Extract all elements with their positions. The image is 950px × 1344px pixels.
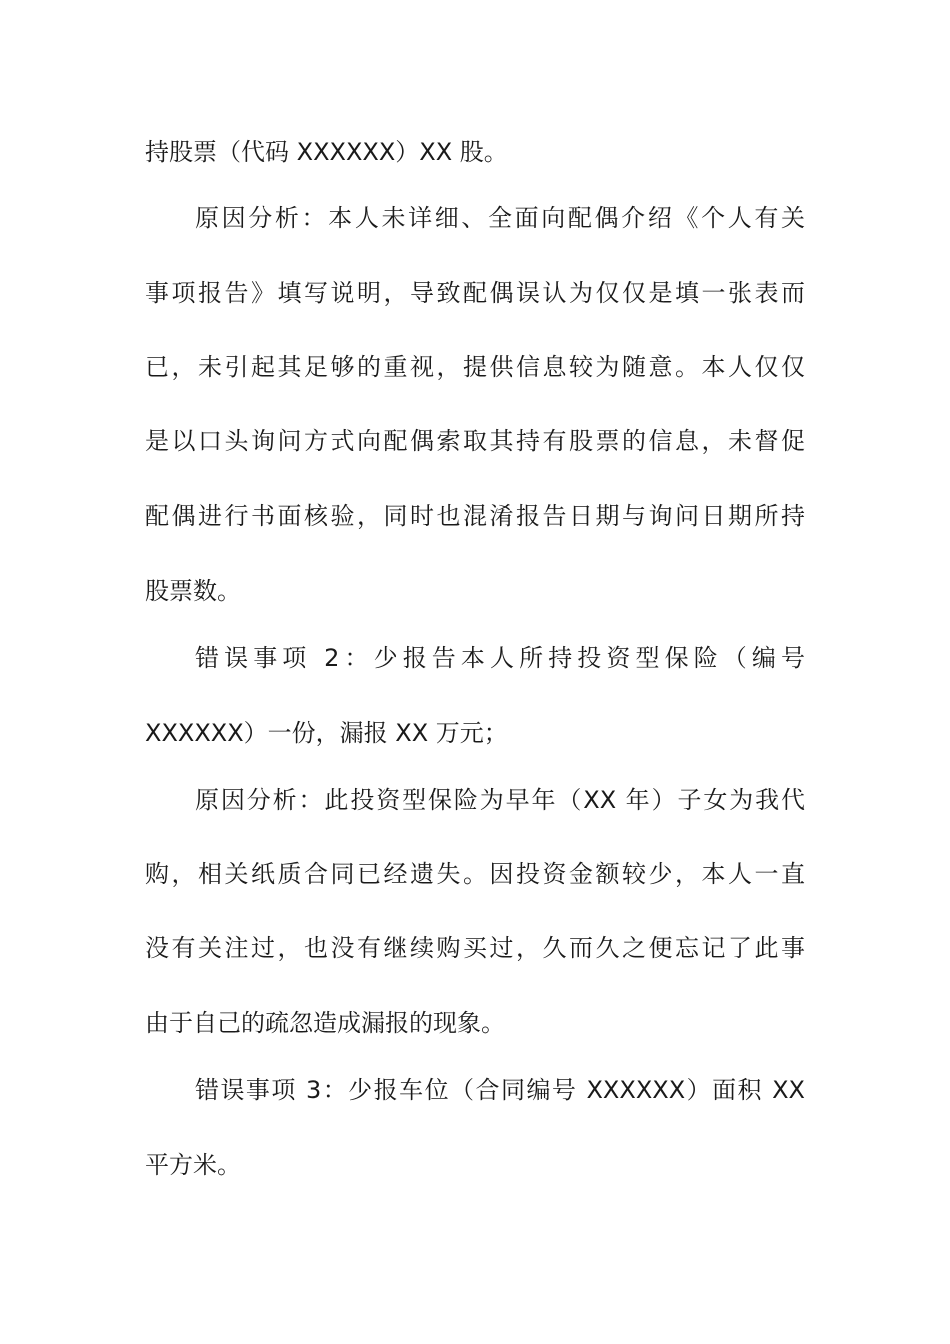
text-line: 没有关注过，也没有继续购买过，久而久之便忘记了此事 [145, 934, 805, 962]
text-line: 股票数。 [145, 577, 241, 605]
text-line: 平方米。 [145, 1151, 241, 1179]
text-line: 持股票（代码 XXXXXX）XX 股。 [145, 138, 508, 166]
text-line: XXXXXX）一份，漏报 XX 万元； [145, 719, 508, 747]
text-line: 原因分析：本人未详细、全面向配偶介绍《个人有关 [195, 204, 805, 232]
text-line: 事项报告》填写说明，导致配偶误认为仅仅是填一张表而 [145, 279, 805, 307]
text-line: 配偶进行书面核验，同时也混淆报告日期与询问日期所持 [145, 502, 805, 530]
text-line: 原因分析：此投资型保险为早年（XX 年）子女为我代 [195, 786, 805, 814]
text-line: 已，未引起其足够的重视，提供信息较为随意。本人仅仅 [145, 353, 805, 381]
text-line: 是以口头询问方式向配偶索取其持有股票的信息，未督促 [145, 427, 805, 455]
text-line: 购，相关纸质合同已经遗失。因投资金额较少，本人一直 [145, 860, 805, 888]
text-line: 由于自己的疏忽造成漏报的现象。 [145, 1009, 505, 1037]
text-line: 错误事项 3：少报车位（合同编号 XXXXXX）面积 XX [195, 1076, 805, 1104]
text-line: 错误事项 2：少报告本人所持投资型保险（编号 [195, 644, 805, 672]
